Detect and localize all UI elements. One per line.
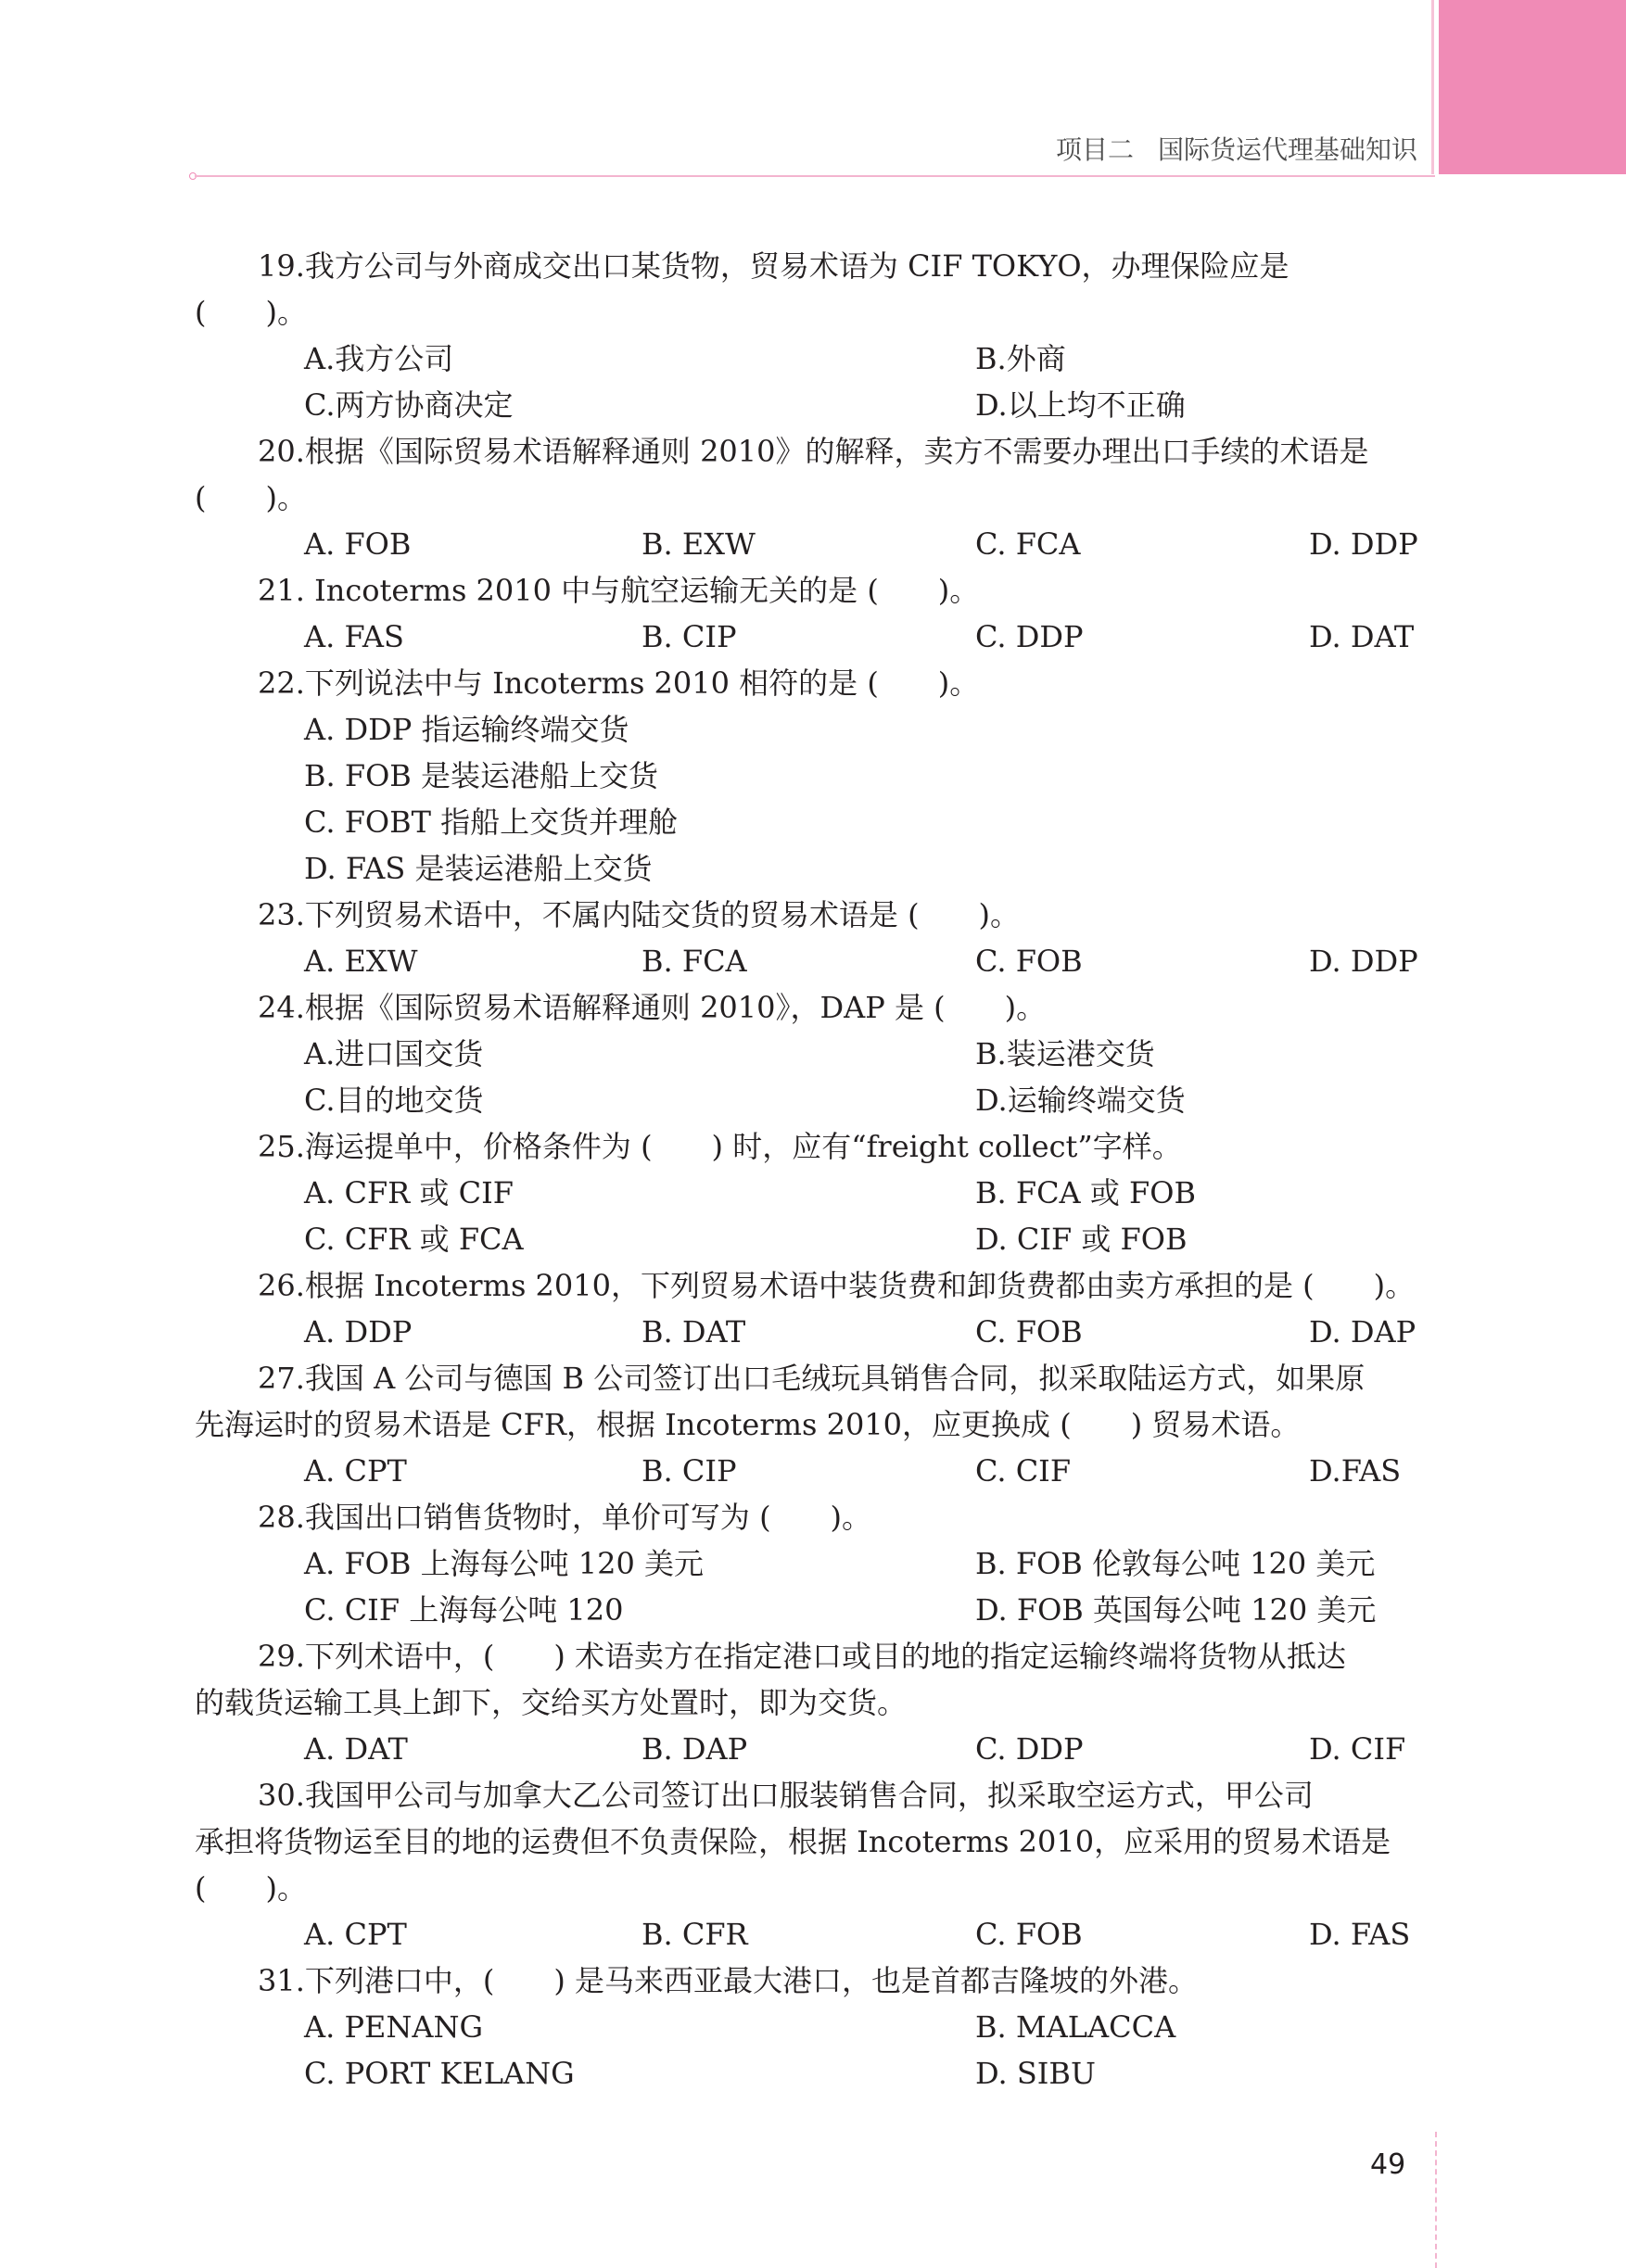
page-number: 49 bbox=[1370, 2148, 1406, 2181]
answer-option: D. FOB 英国每公吨 120 美元 bbox=[975, 1592, 1377, 1628]
options-row bbox=[195, 1309, 1435, 1355]
question-item bbox=[195, 428, 1435, 567]
question-stem: 21. Incoterms 2010 中与航空运输无关的是 ( )。 bbox=[258, 573, 980, 608]
question-item bbox=[195, 1262, 1435, 1355]
answer-option: D. CIF bbox=[1309, 1731, 1406, 1767]
options-row bbox=[195, 1911, 1435, 1958]
question-item bbox=[195, 892, 1435, 984]
options-row bbox=[195, 521, 1435, 567]
answer-option: A.进口国交货 bbox=[304, 1036, 484, 1071]
question-item bbox=[195, 984, 1435, 1123]
options-row bbox=[195, 1216, 1435, 1262]
answer-option: A. DDP bbox=[304, 1314, 413, 1349]
question-stem: 19.我方公司与外商成交出口某货物，贸易术语为 CIF TOKYO，办理保险应是 bbox=[258, 248, 1289, 284]
answer-option: D. DAT bbox=[1309, 619, 1415, 654]
answer-option: B. MALACCA bbox=[975, 2009, 1176, 2045]
options-row bbox=[195, 1726, 1435, 1772]
answer-option: B. FOB 是装运港船上交货 bbox=[304, 758, 658, 793]
options-row bbox=[195, 799, 1435, 845]
header-pink-block bbox=[1439, 0, 1626, 174]
answer-option: C.目的地交货 bbox=[304, 1083, 484, 1118]
answer-option: A. DAT bbox=[304, 1731, 408, 1767]
question-stem: 29.下列术语中，( ) 术语卖方在指定港口或目的地的指定运输终端将货物从抵达 bbox=[258, 1639, 1347, 1674]
answer-option: C. CFR 或 FCA bbox=[304, 1222, 524, 1257]
question-item bbox=[195, 660, 1435, 892]
header-rule bbox=[195, 175, 1435, 177]
answer-option: B. FCA 或 FOB bbox=[975, 1175, 1196, 1210]
answer-option: B. CIP bbox=[642, 619, 737, 654]
answer-option: D. FAS 是装运港船上交货 bbox=[304, 851, 653, 886]
options-row bbox=[195, 1448, 1435, 1494]
answer-option: B. FCA bbox=[642, 944, 747, 979]
options-row bbox=[195, 753, 1435, 799]
answer-option: A.我方公司 bbox=[304, 341, 454, 376]
options-row bbox=[195, 1540, 1435, 1587]
question-stem-continued: 先海运时的贸易术语是 CFR，根据 Incoterms 2010，应更换成 ( ) 贸易术语。 bbox=[195, 1407, 1301, 1442]
question-item bbox=[195, 1958, 1435, 2097]
options-row bbox=[195, 706, 1435, 753]
question-list bbox=[195, 243, 1435, 2097]
answer-option: C. DDP bbox=[975, 1731, 1084, 1767]
question-item bbox=[195, 567, 1435, 660]
answer-option: D. CIF 或 FOB bbox=[975, 1222, 1188, 1257]
question-stem-continued: ( )。 bbox=[195, 480, 307, 515]
question-stem-continued: ( )。 bbox=[195, 1870, 307, 1906]
options-row bbox=[195, 2050, 1435, 2097]
answer-option: C. PORT KELANG bbox=[304, 2056, 575, 2091]
answer-option: A. CPT bbox=[304, 1453, 407, 1489]
options-row bbox=[195, 845, 1435, 892]
options-row bbox=[195, 2004, 1435, 2050]
answer-option: D. DDP bbox=[1309, 526, 1418, 562]
answer-option: D.FAS bbox=[1309, 1453, 1402, 1489]
header-section: 项目二 bbox=[1055, 134, 1134, 165]
answer-option: C. FOB bbox=[975, 1314, 1083, 1349]
question-item bbox=[195, 243, 1435, 428]
running-header bbox=[1056, 130, 1417, 167]
answer-option: B.装运港交货 bbox=[975, 1036, 1155, 1071]
options-row bbox=[195, 1031, 1435, 1077]
answer-option: C. DDP bbox=[975, 619, 1084, 654]
question-stem: 30.我国甲公司与加拿大乙公司签订出口服装销售合同，拟采取空运方式，甲公司 bbox=[258, 1778, 1314, 1813]
options-row bbox=[195, 614, 1435, 660]
answer-option: A. FAS bbox=[304, 619, 404, 654]
answer-option: B. DAT bbox=[642, 1314, 746, 1349]
answer-option: C.两方协商决定 bbox=[304, 387, 514, 423]
answer-option: A. CFR 或 CIF bbox=[304, 1175, 514, 1210]
question-item bbox=[195, 1494, 1435, 1633]
question-stem: 27.我国 A 公司与德国 B 公司签订出口毛绒玩具销售合同，拟采取陆运方式，如果原 bbox=[258, 1361, 1366, 1396]
question-stem: 20.根据《国际贸易术语解释通则 2010》的解释，卖方不需要办理出口手续的术语是 bbox=[258, 434, 1369, 469]
options-row bbox=[195, 938, 1435, 984]
answer-option: C. CIF 上海每公吨 120 bbox=[304, 1592, 624, 1628]
answer-option: A. DDP 指运输终端交货 bbox=[304, 712, 629, 747]
options-row bbox=[195, 1077, 1435, 1123]
header-pink-edge bbox=[1431, 0, 1434, 174]
answer-option: A. CPT bbox=[304, 1917, 407, 1952]
answer-option: D. FAS bbox=[1309, 1917, 1411, 1952]
answer-option: B. CIP bbox=[642, 1453, 737, 1489]
question-stem-continued: 承担将货物运至目的地的运费但不负责保险，根据 Incoterms 2010，应采用的贸易术语是 bbox=[195, 1824, 1391, 1859]
question-item bbox=[195, 1633, 1435, 1772]
question-stem: 22.下列说法中与 Incoterms 2010 相符的是 ( )。 bbox=[258, 665, 980, 701]
options-row bbox=[195, 382, 1435, 428]
footer-dashed-rule bbox=[1435, 2132, 1437, 2268]
question-stem-continued: 的载货运输工具上卸下，交给买方处置时，即为交货。 bbox=[195, 1685, 908, 1720]
answer-option: A. PENANG bbox=[304, 2009, 484, 2045]
header-title: 国际货运代理基础知识 bbox=[1157, 134, 1417, 165]
options-row bbox=[195, 1170, 1435, 1216]
answer-option: A. FOB 上海每公吨 120 美元 bbox=[304, 1546, 705, 1581]
answer-option: D. SIBU bbox=[975, 2056, 1096, 2091]
options-row bbox=[195, 336, 1435, 382]
answer-option: A. EXW bbox=[304, 944, 418, 979]
answer-option: B. EXW bbox=[642, 526, 756, 562]
question-stem: 31.下列港口中，( ) 是马来西亚最大港口，也是首都吉隆坡的外港。 bbox=[258, 1963, 1199, 1998]
question-stem: 23.下列贸易术语中，不属内陆交货的贸易术语是 ( )。 bbox=[258, 897, 1021, 932]
answer-option: B.外商 bbox=[975, 341, 1066, 376]
question-stem: 24.根据《国际贸易术语解释通则 2010》，DAP 是 ( )。 bbox=[258, 990, 1047, 1025]
question-stem: 28.我国出口销售货物时，单价可写为 ( )。 bbox=[258, 1500, 872, 1535]
question-item bbox=[195, 1355, 1435, 1494]
answer-option: C. FOB bbox=[975, 1917, 1083, 1952]
options-row bbox=[195, 1587, 1435, 1633]
question-stem: 26.根据 Incoterms 2010，下列贸易术语中装货费和卸货费都由卖方承担的是 ( )。 bbox=[258, 1268, 1416, 1303]
answer-option: B. DAP bbox=[642, 1731, 748, 1767]
answer-option: D. DDP bbox=[1309, 944, 1418, 979]
question-item bbox=[195, 1772, 1435, 1958]
answer-option: C. FCA bbox=[975, 526, 1081, 562]
answer-option: D.运输终端交货 bbox=[975, 1083, 1186, 1118]
answer-option: B. CFR bbox=[642, 1917, 748, 1952]
answer-option: C. FOBT 指船上交货并理舱 bbox=[304, 805, 679, 840]
answer-option: B. FOB 伦敦每公吨 120 美元 bbox=[975, 1546, 1376, 1581]
answer-option: C. CIF bbox=[975, 1453, 1072, 1489]
answer-option: A. FOB bbox=[304, 526, 412, 562]
answer-option: C. FOB bbox=[975, 944, 1083, 979]
answer-option: D. DAP bbox=[1309, 1314, 1416, 1349]
question-stem: 25.海运提单中，价格条件为 ( ) 时，应有“freight collect”字样。 bbox=[258, 1129, 1182, 1164]
question-stem-continued: ( )。 bbox=[195, 295, 307, 330]
question-item bbox=[195, 1123, 1435, 1262]
answer-option: D.以上均不正确 bbox=[975, 387, 1186, 423]
